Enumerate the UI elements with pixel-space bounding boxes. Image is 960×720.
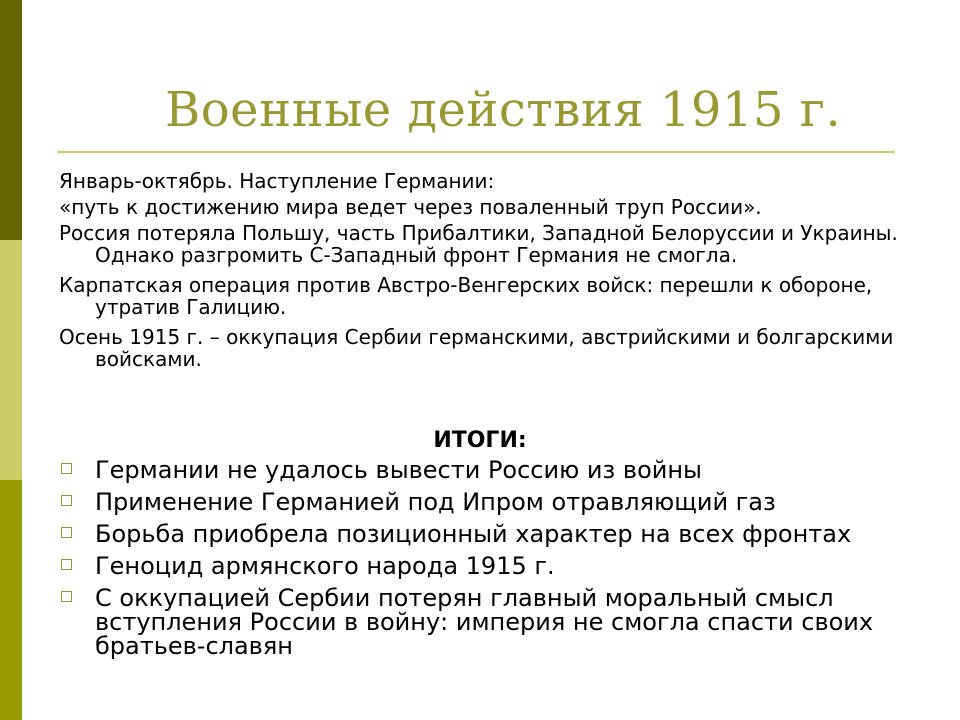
list-item xyxy=(59,586,909,658)
paragraph: Осень 1915 г. – оккупация Сербии германскими, австрийскими и болгарскими войсками. xyxy=(59,325,894,371)
list-item xyxy=(59,490,909,514)
list-item-text: Борьба приобрела позиционный характер на всех фронтах xyxy=(95,520,852,548)
list-item xyxy=(59,458,909,482)
title-divider xyxy=(57,151,895,153)
list-item-text: Геноцид армянского народа 1915 г. xyxy=(95,552,555,580)
paragraph: Россия потеряла Польшу, часть Прибалтики, Западной Белоруссии и Украины. Однако разгромить С-Западный фронт Германия не смогла. xyxy=(59,221,898,267)
paragraph: Карпатская операция против Австро-Венгерских войск: перешли к обороне, утратив Галицию. xyxy=(59,273,873,319)
square-bullet-icon xyxy=(61,495,72,506)
paragraph: «путь к достижению мира ведет через поваленный труп России». xyxy=(59,195,762,219)
side-band-bottom xyxy=(0,480,22,720)
list-item-text: Применение Германией под Ипром отравляющий газ xyxy=(95,488,776,516)
square-bullet-icon xyxy=(61,559,72,570)
list-item xyxy=(59,554,909,578)
side-band-top xyxy=(0,0,22,240)
totals-heading: ИТОГИ: xyxy=(433,428,527,453)
square-bullet-icon xyxy=(61,591,72,602)
square-bullet-icon xyxy=(61,527,72,538)
body-text xyxy=(59,170,909,378)
list-item-text: Германии не удалось вывести Россию из войны xyxy=(95,456,702,484)
paragraph: Январь-октябрь. Наступление Германии: xyxy=(59,169,495,193)
totals-list xyxy=(59,458,909,666)
slide-title: Военные действия 1915 г. xyxy=(165,82,842,138)
square-bullet-icon xyxy=(61,463,72,474)
list-item xyxy=(59,522,909,546)
list-item-text: С оккупацией Сербии потерян главный моральный смысл вступления России в войну: империя не смогла спасти своих братьев-славян xyxy=(95,584,874,660)
